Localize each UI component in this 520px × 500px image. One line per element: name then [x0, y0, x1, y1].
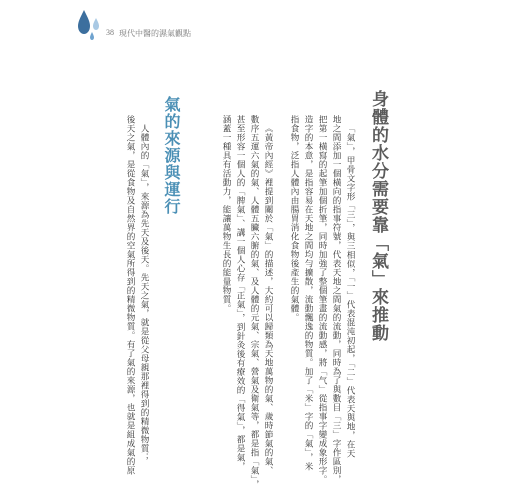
body-column: 涵蓋一種具有活動力，能讓萬物生長的能量物質。 [221, 115, 231, 313]
running-title: 現代中醫的濕氣觀點 [119, 29, 191, 38]
section-heading-main: 身體的水分需要靠「氣」來推動 [368, 90, 388, 342]
body-column: 把第一橫寫的起筆加個折筆，同時加強了整個筆畫的流動感，將「气」從指事字變成象形字。 [317, 115, 327, 484]
page-number: 38 [106, 28, 114, 37]
body-column: 後天之氣，是從食物及自然界的空氣所得到的精微物質。有了氣的來源，也就是組成氣的原 [125, 115, 135, 475]
body-column: 造字的本意，是指容易在天地之間均勻擴散，流動飄逸的物質。加了「米」字的「氣」，米 [303, 115, 313, 471]
body-column: 人體內的「氣」，來源為先天及後天。先天之氣，就是從父母親那裡得到的精微物質； [139, 124, 149, 462]
body-column: 指食物，泛指人體內由腸胃消化食物後產生的氣體。 [289, 115, 299, 322]
water-drops-icon [72, 4, 112, 44]
body-column: 甚至形容一個人的「脾氣」、講一個人心存「正氣」，到針灸後有療效的「得氣」，都是氣， [235, 115, 245, 472]
section-heading-sub: 氣的來源與運行 [162, 96, 181, 215]
body-column: 地之間添加一個橫向的指事符號，代表天地之間氣的流動，同時為了與數目「三」字作區別， [331, 115, 341, 484]
body-column: 《黃帝內經》裡提到關於「氣」的描述，大約可以歸類為天地萬物的氣、歲時節氣的氣、 [263, 124, 273, 475]
body-column: 「氣」，甲骨文字形「三」，與三相似，「一」代表混沌初起，「二」代表天與地，在天 [345, 124, 355, 458]
page-header [72, 4, 272, 44]
body-column: 數序五運六氣的氣、人體五臟六腑的氣、及人體的元氣、宗氣、營氣及衛氣等，都是指「氣」， [249, 115, 259, 489]
